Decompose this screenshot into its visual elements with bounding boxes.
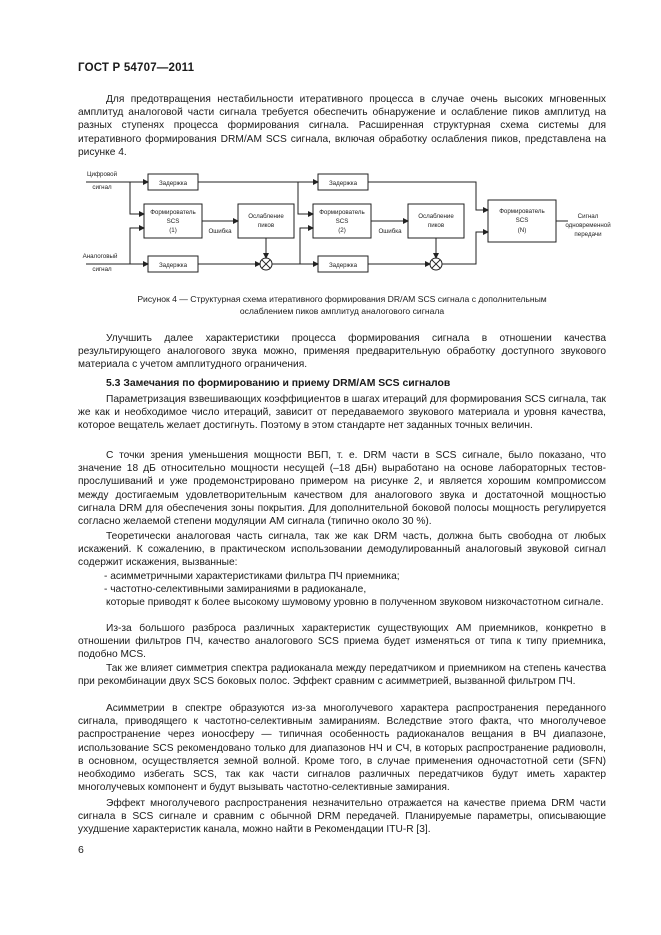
svg-text:Задержка: Задержка [158,262,188,269]
asymmetry-paragraph: Асимметрии в спектре образуются из-за многолучевого характера распространения переданного сигнала, приводящего к частотно-селективным замираниям. Вследствие этого факта, что многолучевое распространение через ионосферу — типичная особенность радиоканалов вещания в ВЧ диапазоне, использование SCS рекомендовано только для диапазонов НЧ и СЧ, в которых распространение радиоволн, в основном, осуществляется земной волной. Кроме того, в случае применения одночастотной сети (SFN) необходимо избегать SCS, так как части сигналов различных передатчиков будут иметь характер многолучевых компонент и будут вызывать частотно-селективные замирания. [78,703,606,794]
svg-text:(N): (N) [517,227,527,234]
svg-text:Задержка: Задержка [158,180,188,187]
theory-paragraph: Теоретически аналоговая часть сигнала, так же как DRM часть, должна быть свободна от любых искажений. К сожалению, в практическом использовании демодулированный аналоговый звуковой сигнал содержит искажения, вызванные: [78,531,606,569]
svg-text:сигнал: сигнал [92,184,112,191]
svg-text:пиков: пиков [257,222,275,229]
svg-text:Формирователь: Формирователь [319,209,365,216]
svg-text:(2): (2) [338,227,346,234]
svg-text:Задержка: Задержка [328,262,358,269]
distortion-list [104,570,400,596]
list-end-paragraph: которые приводят к более высокому шумовому уровню в полученном звуковом низкочастотном сигнале. [106,597,604,608]
svg-text:одновременной: одновременной [565,222,611,229]
improve-paragraph: Улучшить далее характеристики процесса формирования сигнала в отношении качества результирующего аналогового звука можно, применяя предварительную обработку доступного звукового материала с учетом амплитудного ограничения. [78,333,606,371]
output-label: Сигнал [577,213,599,220]
section-title: 5.3 Замечания по формированию и приему DRM/AM SCS сигналов [106,378,451,389]
document-header: ГОСТ Р 54707—2011 [78,62,195,74]
svg-text:SCS: SCS [515,217,529,224]
peak-attenuation-block-2 [408,204,464,238]
analog-input-label: Аналоговый [82,253,118,260]
error-label-1: Ошибка [208,228,232,235]
svg-text:передачи: передачи [574,231,602,238]
block-diagram [78,166,618,290]
error-label-2: Ошибка [378,228,402,235]
intro-paragraph: Для предотвращения нестабильности итеративного процесса в случае очень высоких мгновенных амплитуд аналоговой части сигнала требуется обеспечить обнаружение и ослабление пиков амплитуд на разных ступенях процесса формирования сигнала. Расширенная структурная схема системы для итеративного формирования DRM/AM SCS сигнала, включая обработку ослабления пиков, представлена на рисунке 4. [78,94,606,158]
svg-text:сигнал: сигнал [92,266,112,273]
list-item: - асимметричными характеристиками фильтра ПЧ приемника; [104,571,400,582]
svg-text:Формирователь: Формирователь [499,208,545,215]
svg-text:SCS: SCS [166,218,180,225]
param-paragraph: Параметризация взвешивающих коэффициентов в шагах итераций для формирования SCS сигнала, так же как и необходимое число итераций, зависит от передаваемого звукового материала и уровня качества, которое вещатель желает достигнуть. Поэтому в этом стандарте нет заданных точных величин. [78,394,607,432]
power-paragraph: С точки зрения уменьшения мощности ВБП, т. е. DRM части в SCS сигнале, было показано, что значение 18 дБ относительно мощности несущей (–18 дБн) выработано на основе лабораторных тестов-прослушиваний и уже продемонстрировано примером на рисунке 2, и является хорошим компромиссом между достигаемым удовлетворительным качеством для аналогового звука и достаточной мощностью сигнала DRM для обеспечения зоны покрытия. Для дополнительной боковой полосы мощность регулируется согласно желаемой степени модуляции АМ сигнала (типично около 30 %). [78,450,606,528]
peak-attenuation-block-1 [238,204,294,238]
symmetry-paragraph: Так же влияет симметрия спектра радиоканала между передатчиком и приемником на степень качества при рекомбинации двух SCS боковых полос. Эффект сравним с асимметрией, вызванной фильтром ПЧ. [78,663,606,688]
spread-paragraph: Из-за большого разброса различных характеристик существующих АМ приемников, конкретно в отношении фильтров ПЧ, качество аналогового SCS приема будет изменяться от типа к типу приемника, подобно MCS. [78,623,606,661]
svg-text:Ослабление: Ослабление [248,213,284,220]
digital-input-label: Цифровой [86,171,118,178]
effect-paragraph: Эффект многолучевого распространения незначительно отражается на качестве приема DRM части сигнала в SCS сигнале и сравним с обычной DRM передачей. Планируемые параметры, описывающие ухудшение характеристик канала, можно найти в Рекомендации ITU-R [3]. [78,798,606,836]
page-number: 6 [78,844,84,856]
svg-text:пиков: пиков [427,222,445,229]
svg-text:SCS: SCS [335,218,349,225]
svg-text:Задержка: Задержка [328,180,358,187]
figure-caption: Рисунок 4 — Структурная схема итеративного формирования DR/AM SCS сигнала с дополнительным ослаблением пиков амплитуд аналогового сигнала [137,294,547,316]
svg-text:Формирователь: Формирователь [150,209,196,216]
svg-text:(1): (1) [169,227,177,234]
svg-text:Ослабление: Ослабление [418,213,454,220]
list-item: - частотно-селективными замираниями в радиоканале, [104,584,367,596]
